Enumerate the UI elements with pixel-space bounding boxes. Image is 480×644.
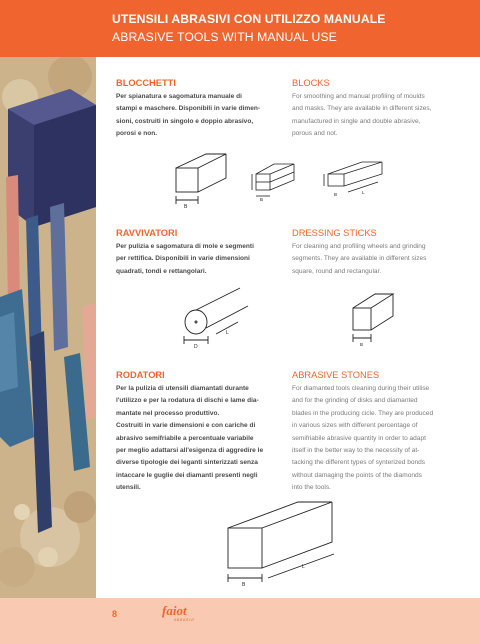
flat-block-diagram [322,160,388,202]
stone-label-b: B [242,582,246,588]
page-title: UTENSILI ABRASIVI CON UTILIZZO MANUALE [112,12,386,26]
round-stick-label-d: D [194,344,198,350]
stone-label-l: L [302,564,305,570]
section-title-en-dressing: DRESSING STICKS [292,228,377,238]
blocks-text-en: For smoothing and manual profiling of moulds and masks. They are available in different sizes, manufactured in single and double abrasive, porous and not. [292,93,432,138]
abrasive-stones-photo [0,57,96,598]
stones-text-it: Per la pulizia di utensili diamantati durante l'utilizzo e per la rodatura di dischi e lame dia- mantate nel processo produttivo. Costruiti in varie dimensioni e con cariche di abrasivo semifriabile a percentuale variabile per meglio adattarsi all'esigenza di aggredire le diverse tipologie dei leganti sinterizzati senza intaccare le guglie dei diamanti presenti negli utensili. [116,385,264,492]
section-title-en-blocks: BLOCKS [292,78,330,88]
section-title-it-dressing: RAVVIVATORI [116,228,178,238]
square-stick-label-b: B [360,342,364,347]
flat-block-label-b: B [334,192,338,197]
blocks-text-it: Per spianatura e sagomatura manuale di stampi e maschere. Disponibili in varie dimen- sioni, costruiti in singolo e doppio abrasivo, porosi e non. [116,93,261,138]
logo-wordmark: faiot [162,603,187,618]
double-block-diagram [250,162,298,202]
dressing-text-en: For cleaning and profiling wheels and grinding segments. They are available in different sizes square, round and rectangular. [292,243,427,275]
round-stick-diagram [182,286,252,350]
block-diagram [170,152,230,212]
square-stick-diagram [347,290,397,350]
dressing-text-it: Per pulizia e sagomatura di mole e segmenti per rettifica. Disponibili in varie dimensioni quadrati, tondi e rettangolari. [116,243,254,275]
section-title-it-stones: RODATORI [116,370,165,380]
double-block-label-b: B [260,197,264,202]
footer-band [0,598,480,644]
flat-block-label-l: L [362,190,365,195]
faiot-logo [160,603,220,628]
page-number: 8 [112,609,118,619]
section-title-it-blocks: BLOCCHETTI [116,78,176,88]
round-stick-label-l: L [226,330,229,336]
stones-text-en: For diamanted tools cleaning during their utilise and for the grinding of disks and diamanted blades in the producing cicle. They are produced in various sizes with different percentage of semifriabile abrasive quantity in order to adapt itself in the better way to the necessity of at- tacking the different types of synterized bonds without damaging the points of the diamonds into the tools. [292,385,434,492]
page-subtitle: ABRASIVE TOOLS WITH MANUAL USE [112,30,337,44]
block-diagram-label-b: B [184,204,188,210]
logo-subtext: ABRASIVI [174,618,195,622]
abrasive-stone-diagram [222,498,352,588]
section-title-en-stones: ABRASIVE STONES [292,370,380,380]
page-header [0,0,480,57]
